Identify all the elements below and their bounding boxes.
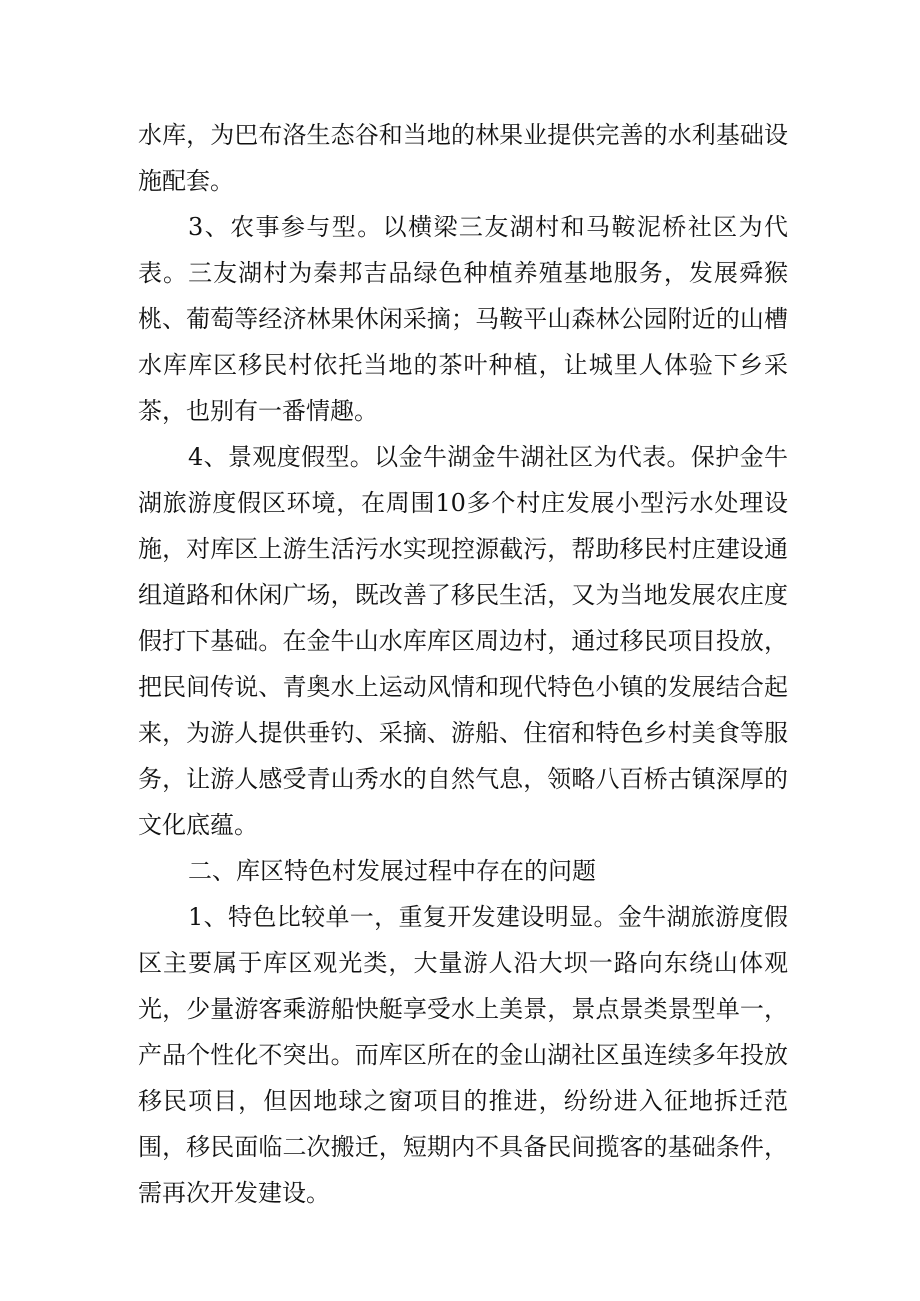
body-text [138,112,788,1216]
section-heading-problems: 二、库区特色村发展过程中存在的问题 [188,857,596,885]
paragraph-reservoir-continuation: 水库，为巴布洛生态谷和当地的林果业提供完善的水利基础设施配套。 [138,121,788,195]
paragraph-single-feature: 1、特色比较单一，重复开发建设明显。金牛湖旅游度假区主要属于库区观光类，大量游人沿大坝一路向东绕山体观光，少量游客乘游船快艇享受水上美景，景点景类景型单一，产品个性化不突出。而库区所在的金山湖社区虽连续多年投放移民项目，但因地球之窗项目的推进，纷纷进入征地拆迁范围，移民面临二次搬迁，短期内不具备民间揽客的基础条件，需再次开发建设。 [138,903,788,1207]
paragraph-farming-participation: 3、农事参与型。以横梁三友湖村和马鞍泥桥社区为代表。三友湖村为秦邦吉品绿色种植养殖基地服务，发展舜猴桃、葡萄等经济林果休闲采摘；马鞍平山森林公园附近的山槽水库库区移民村依托当地的茶叶种植，让城里人体验下乡采茶，也别有一番情趣。 [138,213,788,425]
paragraph-landscape-resort: 4、景观度假型。以金牛湖金牛湖社区为代表。保护金牛湖旅游度假区环境，在周围10多个村庄发展小型污水处理设施，对库区上游生活污水实现控源截污，帮助移民村庄建设通组道路和休闲广场，既改善了移民生活，又为当地发展农庄度假打下基础。在金牛山水库库区周边村，通过移民项目投放，把民间传说、青奥水上运动风情和现代特色小镇的发展结合起来，为游人提供垂钓、采摘、游船、住宿和特色乡村美食等服务，让游人感受青山秀水的自然气息，领略八百桥古镇深厚的文化底蕴。 [138,443,788,839]
